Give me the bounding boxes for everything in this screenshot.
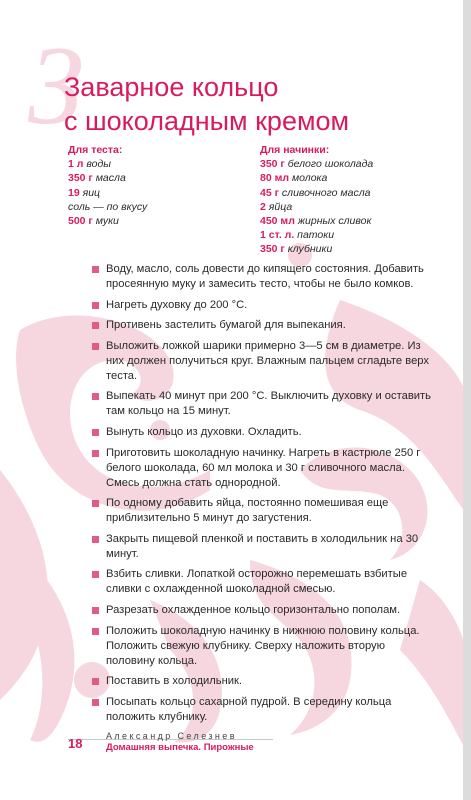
recipe-step bbox=[92, 389, 437, 419]
step-text: Поставить в холодильник. bbox=[106, 675, 243, 688]
ingredient-name: воды bbox=[86, 158, 111, 171]
recipe-step bbox=[92, 496, 437, 526]
step-text: Противень застелить бумагой для выпекания. bbox=[106, 319, 346, 332]
step-text: Приготовить шоколадную начинку. Нагреть в кастрюле 250 г белого шоколада, 60 мл молока и 30 г сливочного масла. Смесь должна стать однородной. bbox=[106, 446, 421, 489]
page-number: 18 bbox=[68, 736, 83, 751]
recipe-title-line-2: с шоколадным кремом bbox=[64, 106, 350, 136]
ingredient-name: сливочного масла bbox=[281, 186, 371, 199]
recipe-title bbox=[64, 70, 444, 138]
ingredient-name: белого шоколада bbox=[287, 158, 374, 171]
recipe-step bbox=[92, 567, 437, 597]
square-bullet-icon bbox=[92, 450, 99, 457]
step-text: Положить шоколадную начинку в нижнюю половину кольца. Положить свежую клубнику. Сверху наложить вторую половину кольца. bbox=[106, 624, 420, 667]
ingredient-name: клубники bbox=[287, 243, 333, 256]
step-text: Посыпать кольцо сахарной пудрой. В середину кольца положить клубнику. bbox=[106, 695, 392, 723]
ingredient-row bbox=[68, 186, 238, 200]
ingredient-qty: 2 bbox=[260, 200, 266, 213]
ingredient-qty: 1 л bbox=[68, 158, 84, 171]
square-bullet-icon bbox=[92, 571, 99, 578]
square-bullet-icon bbox=[92, 536, 99, 543]
ingredient-name: масла bbox=[95, 172, 126, 185]
ingredient-name: молока bbox=[291, 172, 328, 185]
ingredient-row bbox=[260, 171, 460, 185]
ingredient-row bbox=[260, 242, 460, 256]
ingredient-name: муки bbox=[95, 215, 119, 228]
ingredient-row bbox=[68, 171, 238, 185]
step-text: Выпекать 40 минут при 200 °С. Выключить духовку и оставить там кольцо на 15 минут. bbox=[106, 390, 431, 418]
square-bullet-icon bbox=[92, 322, 99, 329]
ingredient-row bbox=[260, 228, 460, 242]
step-text: Разрезать охлажденное кольцо горизонтально пополам. bbox=[106, 603, 401, 616]
ingredient-name: патоки bbox=[297, 229, 335, 242]
recipe-title-line-1: Заварное кольцо bbox=[64, 72, 279, 102]
ingredient-qty: 500 г bbox=[68, 215, 93, 228]
ingredient-row bbox=[260, 214, 460, 228]
step-text: Воду, масло, соль довести до кипящего состояния. Добавить просеянную муку и замесить тесто, чтобы не было комков. bbox=[106, 263, 424, 290]
square-bullet-icon bbox=[92, 429, 99, 436]
ingredient-row bbox=[68, 200, 238, 214]
author-name: Александр Селезнев bbox=[106, 731, 237, 741]
step-text: Закрыть пищевой пленкой и поставить в холодильник на 30 минут. bbox=[106, 532, 419, 560]
ingredient-row bbox=[260, 200, 460, 214]
recipe-step bbox=[92, 532, 437, 562]
ingredient-qty: 350 г bbox=[68, 172, 93, 185]
square-bullet-icon bbox=[92, 607, 99, 614]
recipe-step bbox=[92, 446, 437, 491]
filling-heading: Для начинки: bbox=[260, 144, 330, 156]
decorative-initial-letter: З bbox=[28, 24, 84, 148]
step-text: По одному добавить яйца, постоянно помешивая еще приблизительно 5 минут до загустения. bbox=[106, 497, 389, 525]
ingredient-row bbox=[68, 214, 238, 228]
ingredient-row bbox=[260, 157, 460, 171]
dough-ingredients bbox=[68, 143, 238, 228]
square-bullet-icon bbox=[92, 699, 99, 706]
book-title: Домашняя выпечка. Пирожные bbox=[106, 742, 254, 753]
ingredient-qty: 450 мл bbox=[260, 215, 295, 228]
page-edge bbox=[463, 0, 471, 800]
square-bullet-icon bbox=[92, 266, 99, 273]
recipe-step bbox=[92, 339, 437, 384]
ingredient-qty: 350 г bbox=[260, 243, 285, 256]
square-bullet-icon bbox=[92, 393, 99, 400]
filling-ingredients bbox=[260, 143, 460, 257]
recipe-step bbox=[92, 318, 437, 333]
ingredient-name: жирных сливок bbox=[297, 215, 372, 228]
ingredient-qty: 19 bbox=[68, 186, 80, 199]
ingredient-name: яйца bbox=[268, 200, 293, 213]
ingredient-qty: 350 г bbox=[260, 158, 285, 171]
step-text: Выложить ложкой шарики примерно 3—5 см в диаметре. Из них должен получиться круг. Влажным пальцем сгладьте верх теста. bbox=[106, 339, 429, 382]
recipe-step bbox=[92, 298, 437, 313]
dough-heading: Для теста: bbox=[68, 144, 123, 156]
ingredient-qty: 45 г bbox=[260, 186, 279, 199]
recipe-step bbox=[92, 603, 437, 618]
step-text: Взбить сливки. Лопаткой осторожно перемешать взбитые сливки с охлажденной шоколадной смесью. bbox=[106, 568, 408, 596]
square-bullet-icon bbox=[92, 678, 99, 685]
ingredient-qty: 80 мл bbox=[260, 172, 290, 185]
recipe-step bbox=[92, 674, 437, 689]
step-text: Вынуть кольцо из духовки. Охладить. bbox=[106, 425, 302, 438]
recipe-step bbox=[92, 425, 437, 440]
square-bullet-icon bbox=[92, 343, 99, 350]
recipe-step bbox=[92, 695, 437, 725]
recipe-step bbox=[92, 262, 437, 292]
step-text: Нагреть духовку до 200 °С. bbox=[106, 298, 248, 311]
ingredient-name: соль — по вкусу bbox=[68, 200, 148, 213]
ingredient-row bbox=[68, 157, 238, 171]
ingredient-row bbox=[260, 186, 460, 200]
square-bullet-icon bbox=[92, 628, 99, 635]
ingredient-name: яиц bbox=[82, 186, 101, 199]
square-bullet-icon bbox=[92, 302, 99, 309]
square-bullet-icon bbox=[92, 500, 99, 507]
recipe-steps bbox=[92, 262, 437, 730]
ingredient-qty: 1 ст. л. bbox=[260, 229, 295, 242]
recipe-step bbox=[92, 624, 437, 669]
